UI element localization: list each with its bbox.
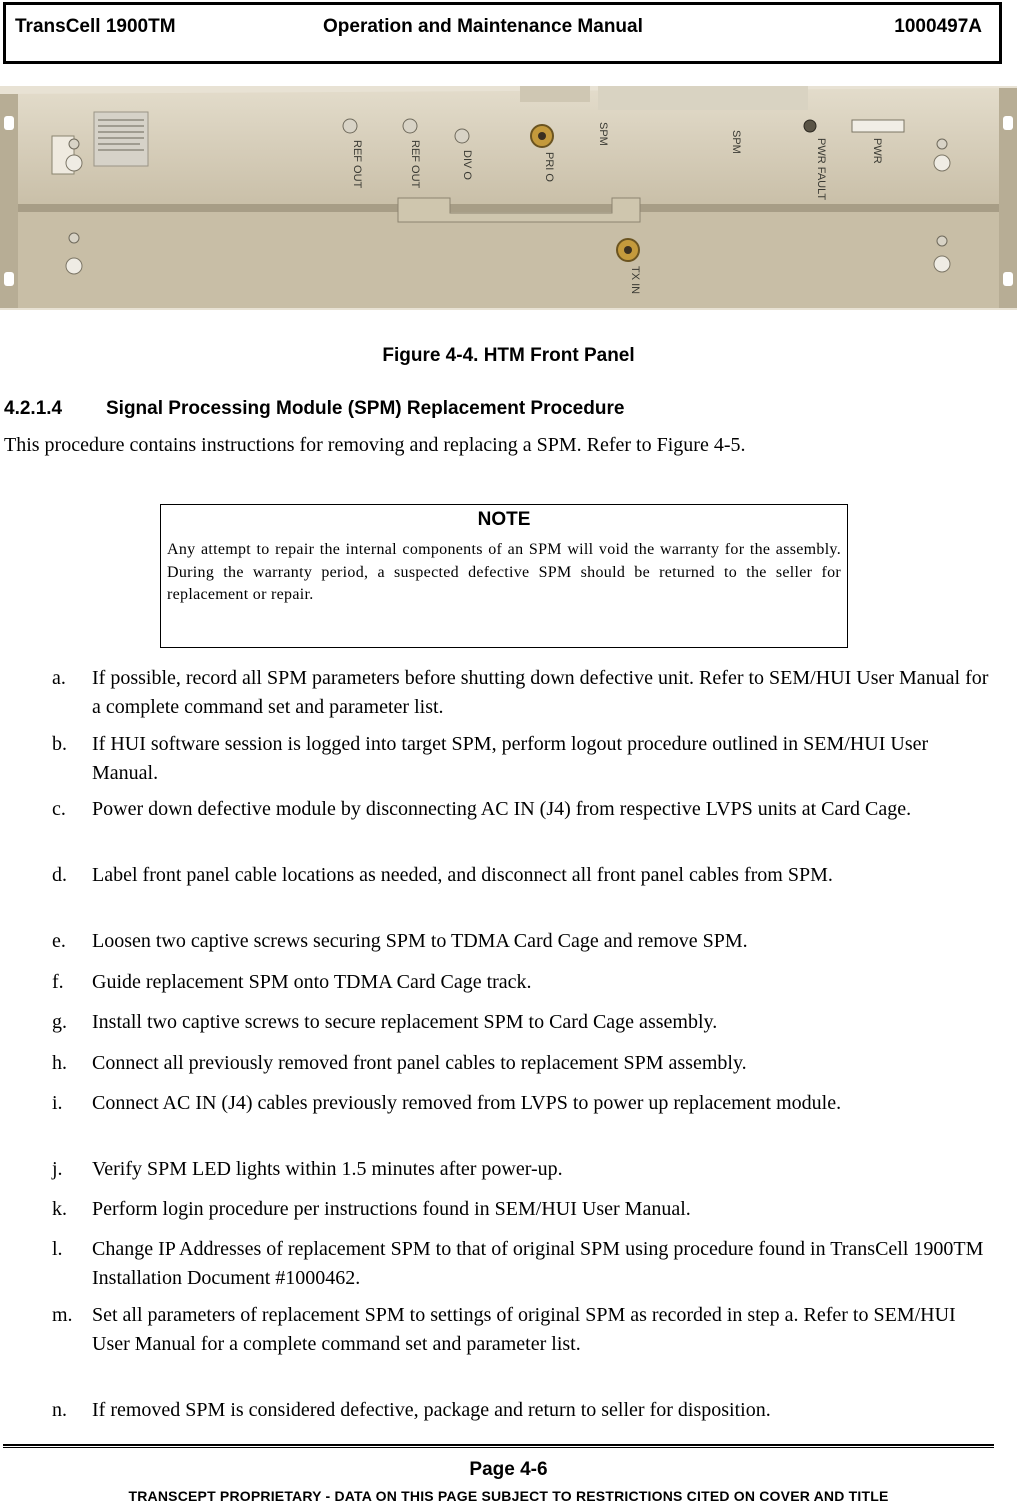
figure-caption: Figure 4-4. HTM Front Panel (382, 345, 635, 366)
step-m: m. Set all parameters of replacement SPM to settings of original SPM as recorded in step a. Refer to SEM/HUI User Manual for a complete command set and parameter list. (52, 1304, 956, 1355)
footer-divider (3, 1444, 994, 1448)
step-g: g. Install two captive screws to secure replacement SPM to Card Cage assembly. (52, 1011, 718, 1033)
label-pwr: PWR (871, 138, 883, 164)
step-f: f. Guide replacement SPM onto TDMA Card Cage track. (52, 971, 532, 993)
step-d: d. Label front panel cable locations as needed, and disconnect all front panel cables from SPM. (52, 864, 833, 886)
label-ref-out-2: REF OUT (409, 140, 421, 189)
step-k: k. Perform login procedure per instructions found in SEM/HUI User Manual. (52, 1198, 691, 1220)
step-c: c. Power down defective module by disconnecting AC IN (J4) from respective LVPS units at Card Cage. (52, 798, 912, 820)
htm-front-panel-photo (0, 86, 1017, 310)
step-j: j. Verify SPM LED lights within 1.5 minutes after power-up. (52, 1158, 563, 1180)
proprietary-notice: TRANSCEPT PROPRIETARY - DATA ON THIS PAGE SUBJECT TO RESTRICTIONS CITED ON COVER AND TITLE (128, 1488, 889, 1504)
page-header (3, 2, 1002, 64)
step-h: h. Connect all previously removed front panel cables to replacement SPM assembly. (52, 1052, 747, 1074)
step-b: b. If HUI software session is logged into target SPM, perform logout procedure outlined in SEM/HUI User Manual. (52, 733, 929, 784)
section-intro: This procedure contains instructions for removing and replacing a SPM. Refer to Figure 4-5. (4, 434, 746, 456)
note-box (160, 504, 848, 648)
label-pwr-fault: PWR FAULT (815, 138, 827, 201)
step-e: e. Loosen two captive screws securing SPM to TDMA Card Cage and remove SPM. (52, 930, 748, 952)
label-spm-2: SPM (730, 130, 742, 154)
label-div-o: DIV O (461, 150, 473, 180)
label-ref-out-1: REF OUT (351, 140, 363, 189)
page-number: Page 4-6 (469, 1459, 548, 1480)
header-doc-number: 1000497A (894, 16, 982, 37)
label-spm-1: SPM (597, 122, 609, 146)
header-product: TransCell 1900TM (15, 16, 176, 37)
header-manual-title: Operation and Maintenance Manual (323, 16, 643, 37)
step-n: n. If removed SPM is considered defective, package and return to seller for disposition. (52, 1399, 771, 1421)
step-a: a. If possible, record all SPM parameters before shutting down defective unit. Refer to SEM/HUI User Manual for a complete command set and parameter list. (52, 667, 989, 718)
step-l: l. Change IP Addresses of replacement SPM to that of original SPM using procedure found in TransCell 1900TM Installation Document #1000462. (52, 1238, 984, 1289)
section-number: 4.2.1.4 (4, 398, 63, 419)
note-body: Any attempt to repair the internal components of an SPM will void the warranty for the assembly. During the warranty period, a suspected defective SPM should be returned to the seller for replacement or repair. (167, 541, 841, 603)
section-title: Signal Processing Module (SPM) Replacement Procedure (106, 398, 625, 419)
section-heading (4, 398, 624, 420)
label-tx-in: TX IN (629, 266, 641, 295)
step-i: i. Connect AC IN (J4) cables previously removed from LVPS to power up replacement module. (52, 1092, 842, 1114)
label-pri-o: PRI O (543, 152, 555, 182)
note-title: NOTE (477, 509, 531, 530)
